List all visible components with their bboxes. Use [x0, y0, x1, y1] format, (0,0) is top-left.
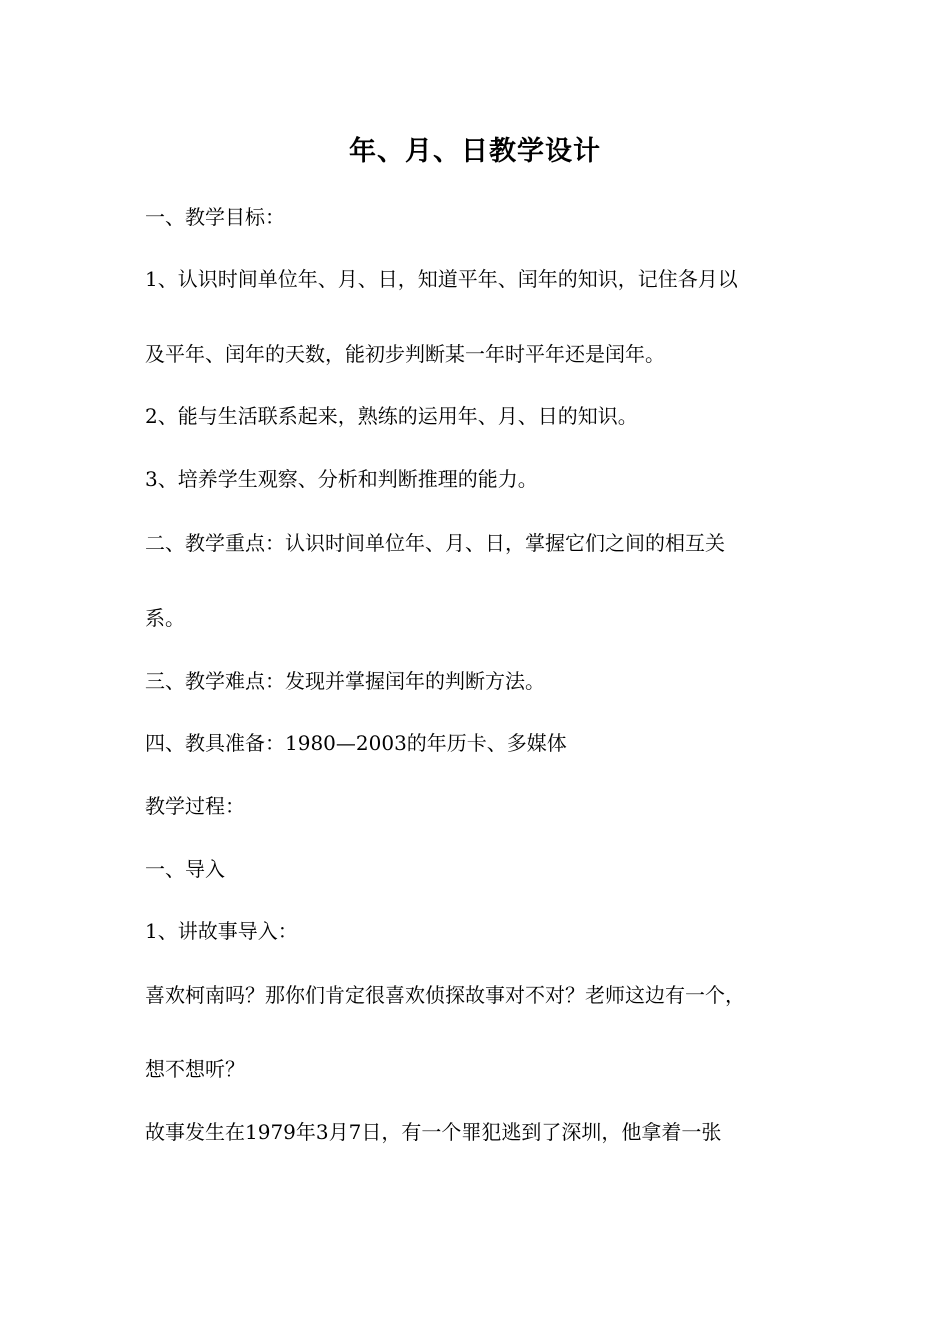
section-heading-objectives: 一、教学目标： — [145, 205, 285, 229]
paragraph-line: 及平年、闰年的天数，能初步判断某一年时平年还是闰年。 — [145, 342, 665, 366]
paragraph-line: 喜欢柯南吗？那你们肯定很喜欢侦探故事对不对？老师这边有一个， — [145, 983, 745, 1007]
paragraph-line: 系。 — [145, 606, 185, 630]
section-heading-difficulties: 三、教学难点：发现并掌握闰年的判断方法。 — [145, 669, 545, 693]
paragraph-line: 3、培养学生观察、分析和判断推理的能力。 — [145, 467, 538, 491]
section-heading-process: 教学过程： — [145, 794, 245, 818]
paragraph-line: 1、讲故事导入： — [145, 919, 298, 943]
section-heading-key-points: 二、教学重点：认识时间单位年、月、日，掌握它们之间的相互关 — [145, 531, 725, 555]
document-title: 年、月、日教学设计 — [349, 136, 601, 167]
paragraph-line: 想不想听？ — [145, 1057, 245, 1081]
paragraph-line: 2、能与生活联系起来，熟练的运用年、月、日的知识。 — [145, 404, 638, 428]
subsection-heading-intro: 一、导入 — [145, 857, 225, 881]
paragraph-line: 1、认识时间单位年、月、日，知道平年、闰年的知识，记住各月以 — [145, 267, 738, 291]
paragraph-line: 故事发生在1979年3月7日，有一个罪犯逃到了深圳，他拿着一张 — [145, 1120, 722, 1144]
section-heading-materials: 四、教具准备：1980—2003的年历卡、多媒体 — [145, 731, 567, 755]
